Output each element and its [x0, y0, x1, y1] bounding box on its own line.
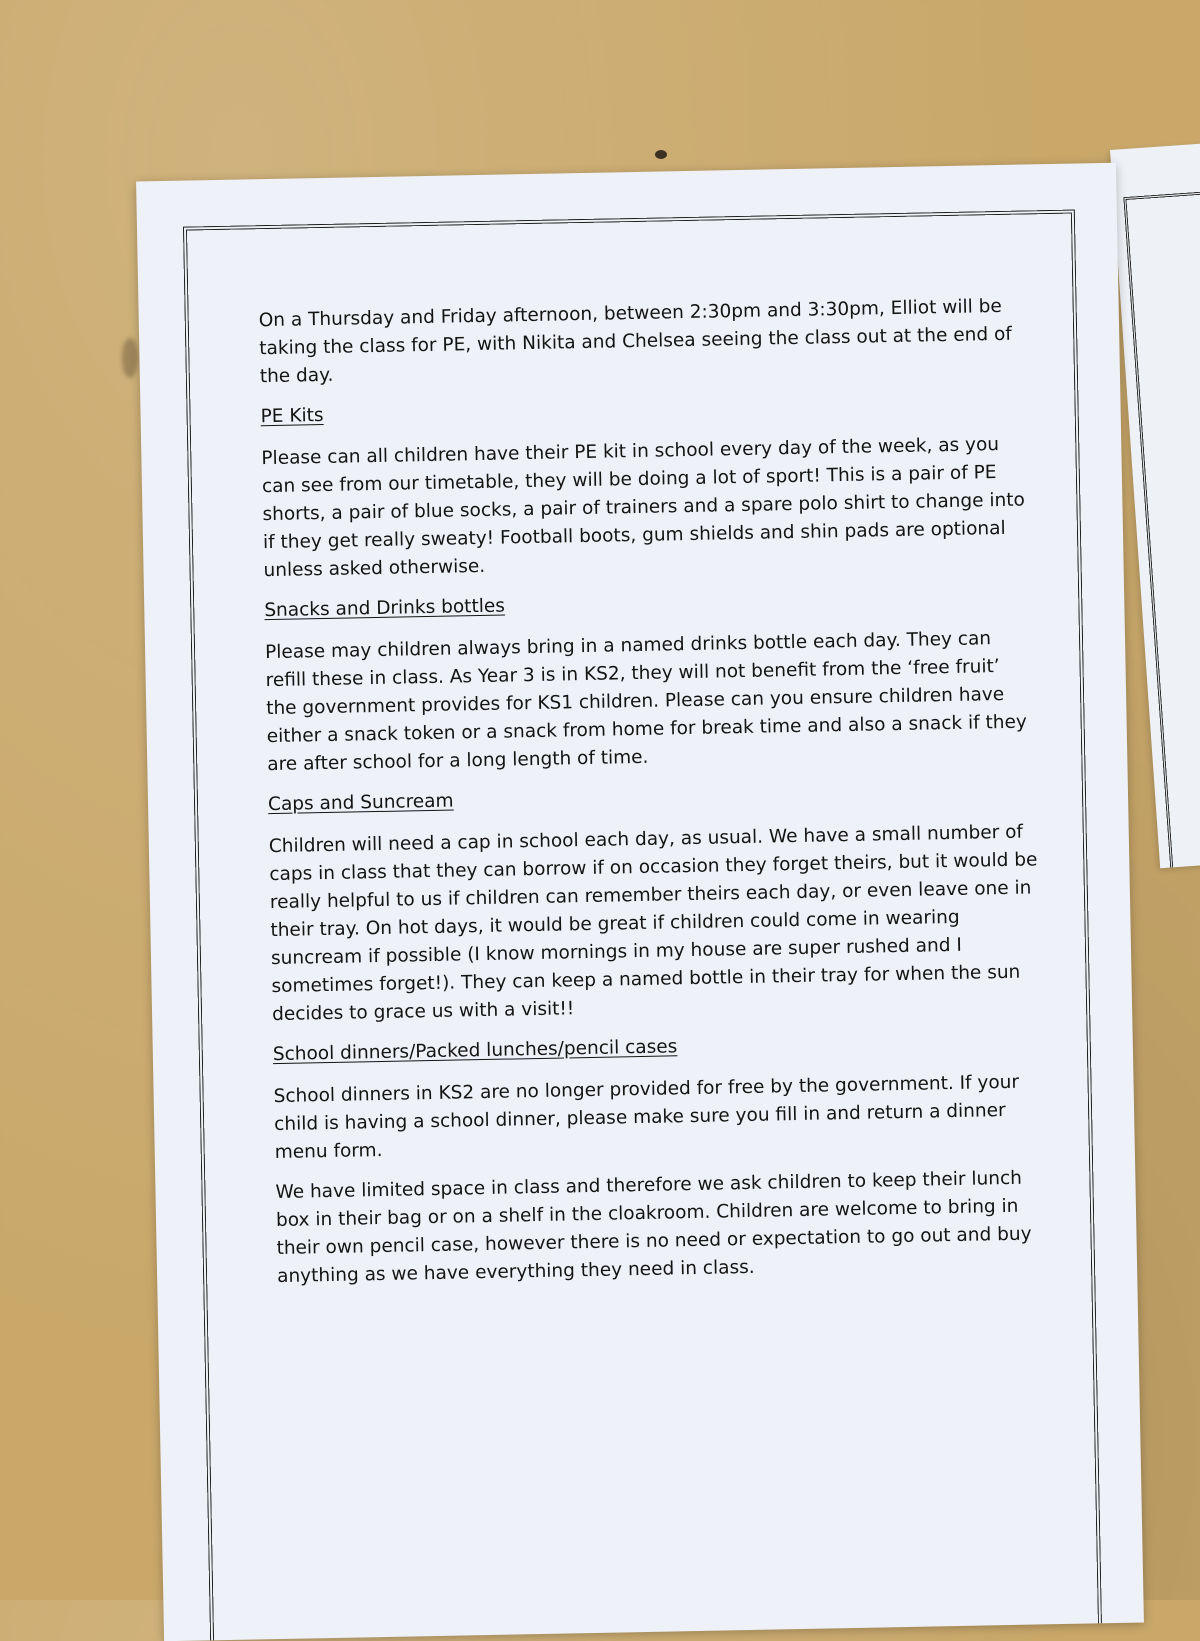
table-shadow-mark — [122, 338, 138, 378]
section-paragraph: Children will need a cap in school each day, as usual. We have a small number of caps in class that they can borrow if on occasion they forget theirs, but it would be really helpful to us if children can remember theirs each day, or even leave one in their tray. On hot days, it would be great if children could come in wearing suncream if possible (I know mornings in my house are super rushed and I sometimes forget!). They can keep a named bottle in their tray for when the sun decides to grace us with a visit!! — [268, 821, 1038, 1026]
section-heading: School dinners/Packed lunches/pencil cases — [272, 1036, 678, 1066]
section-pe-kits — [260, 388, 1033, 585]
table-stain — [655, 150, 667, 159]
section-caps-suncream — [268, 776, 1042, 1029]
section-paragraph: Please may children always bring in a named drinks bottle each day. They can refill these in class. As Year 3 is in KS2, they will not benefit from the ‘free fruit’ the government provides for KS1 children. Please can you ensure children have either a snack token or a snack from home for break time and also a snack if they are after school for a long length of time. — [264, 628, 1028, 776]
section-snacks-drinks — [264, 582, 1037, 779]
section-school-dinners — [273, 1026, 1048, 1291]
section-heading: Snacks and Drinks bottles — [264, 595, 506, 622]
section-heading: PE Kits — [260, 404, 324, 428]
section-paragraph: Please can all children have their PE kit in school every day of the week, as you can see from our timetable, they will be doing a lot of sport! This is a pair of PE shorts, a pair of blue socks, a pair of trainers and a spare polo shirt to change into if they get really sweaty! Football boots, gum shields and shin pads are optional unless asked otherwise. — [261, 434, 1026, 582]
paper-sheet — [136, 163, 1144, 1641]
section-paragraph: We have limited space in class and therefore we ask children to keep their lunch box in their bag or on a shelf in the cloakroom. Children are welcome to bring in their own pencil case, however there is no need or expectation to go out and buy anything as we have everything they need in class. — [275, 1167, 1032, 1288]
section-paragraph: School dinners in KS2 are no longer provided for free by the government. If your child is having a school dinner, please make sure you fill in and return a dinner menu form. — [273, 1071, 1020, 1164]
section-heading: Caps and Suncream — [267, 790, 454, 816]
intro-paragraph: On a Thursday and Friday afternoon, between 2:30pm and 3:30pm, Elliot will be taking the class for PE, with Nikita and Chelsea seeing the class out at the end of the day. — [258, 295, 1013, 388]
page-content — [259, 292, 1048, 1303]
